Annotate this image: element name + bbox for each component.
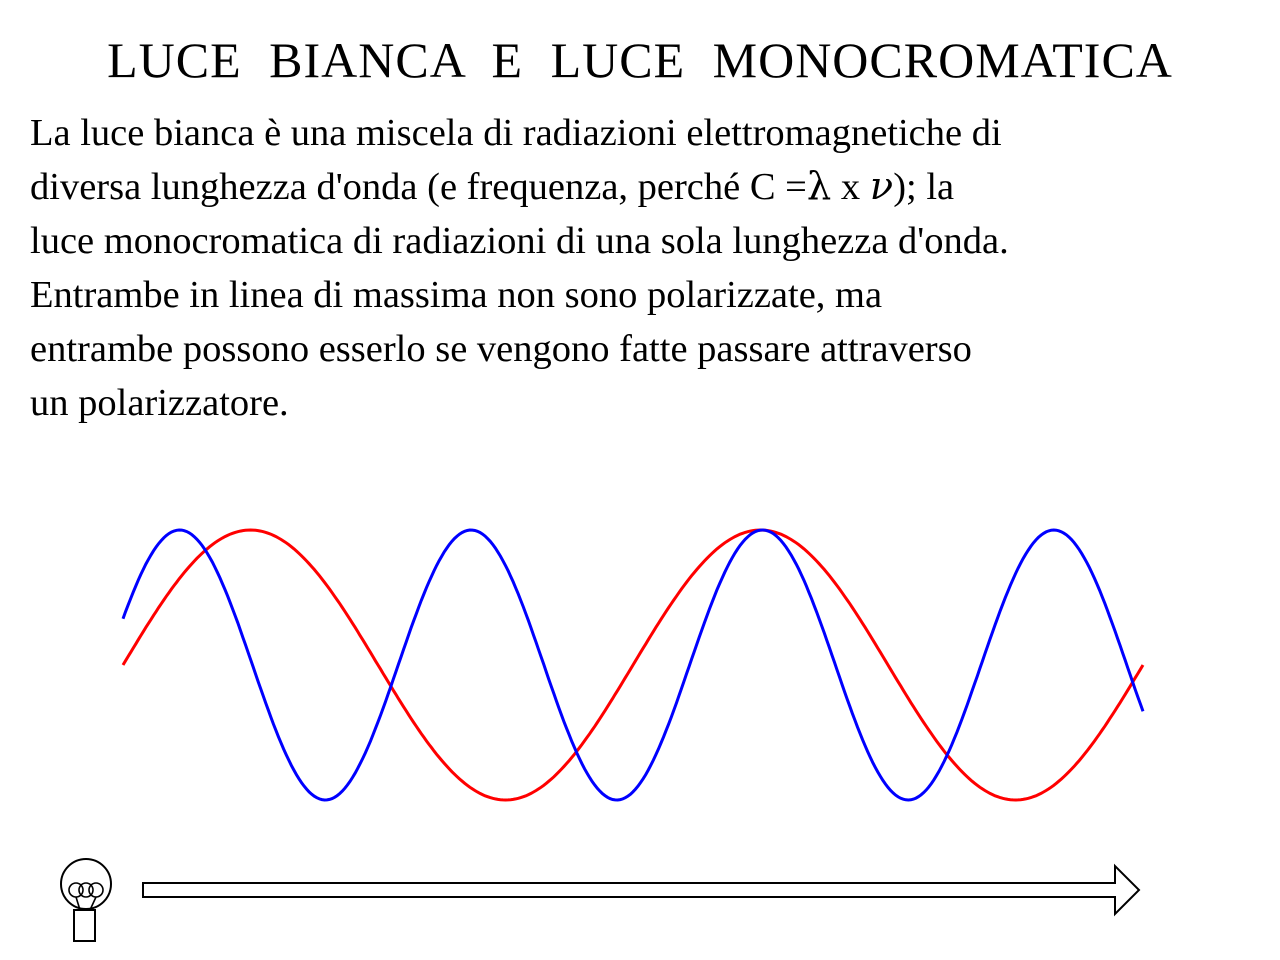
paragraph-line-4: Entrambe in linea di massima non sono polarizzate, ma xyxy=(30,274,883,316)
times-symbol: x xyxy=(831,166,870,208)
lambda-symbol: λ xyxy=(806,164,832,209)
paragraph-line-6: un polarizzatore. xyxy=(30,382,289,424)
propagation-arrow xyxy=(143,866,1139,914)
slide-title: LUCE BIANCA E LUCE MONOCROMATICA xyxy=(107,32,1173,88)
line-2-end: ); la xyxy=(893,166,955,208)
paragraph-line-3: luce monocromatica di radiazioni di una sola lunghezza d'onda. xyxy=(30,220,1009,262)
paragraph-line-1: La luce bianca è una miscela di radiazioni elettromagnetiche di xyxy=(30,112,1002,154)
line-2-text: diversa lunghezza d'onda (e frequenza, perché C = xyxy=(30,166,807,208)
paragraph-line-5: entrambe possono esserlo se vengono fatte passare attraverso xyxy=(30,328,972,370)
light-bulb-icon xyxy=(61,859,111,941)
red-wave xyxy=(123,530,1143,800)
nu-symbol: ν xyxy=(869,164,894,209)
